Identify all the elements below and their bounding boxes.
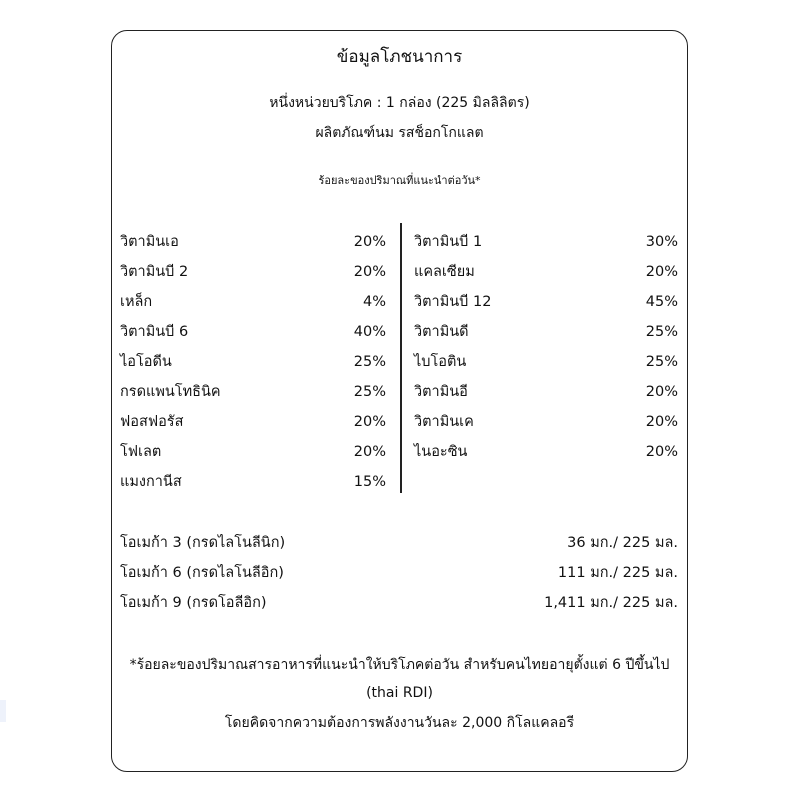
nutrient-name: วิตามินอี [414, 384, 468, 400]
nutrient-name: ฟอสฟอรัส [120, 414, 184, 430]
nutrient-value: 20% [645, 414, 678, 430]
nutrient-row [414, 437, 678, 467]
nutrient-name: วิตามินบี 1 [414, 234, 483, 250]
omega-name: โอเมก้า 3 (กรดไลโนลีนิก) [120, 535, 286, 551]
label-title: ข้อมูลโภชนาการ [336, 47, 463, 67]
nutrient-row [414, 347, 678, 377]
nutrient-row [120, 227, 386, 257]
omega-name: โอเมก้า 6 (กรดไลโนลีอิก) [120, 565, 284, 581]
nutrient-name: วิตามินบี 12 [414, 294, 492, 310]
nutrient-row [414, 377, 678, 407]
nutrient-row [414, 407, 678, 437]
omega-row [120, 558, 678, 588]
nutrient-value: 20% [353, 264, 386, 280]
column-divider [400, 223, 402, 493]
nutrient-name: โฟเลต [120, 444, 162, 460]
nutrient-name: กรดแพนโทธินิค [120, 384, 221, 400]
nutrient-row [414, 257, 678, 287]
nutrient-value: 20% [353, 234, 386, 250]
nutrient-row [120, 287, 386, 317]
nutrients-right-column [414, 227, 678, 467]
nutrient-value: 30% [645, 234, 678, 250]
nutrient-name: แคลเซียม [414, 264, 475, 280]
nutrient-value: 20% [353, 414, 386, 430]
edge-accent [0, 700, 6, 722]
rdi-footnote: *ร้อยละของปริมาณสารอาหารที่แนะนำให้บริโภคต่อวัน สำหรับคนไทยอายุตั้งแต่ 6 ปีขึ้นไป (thai RDI) [129, 657, 670, 701]
nutrient-row [414, 227, 678, 257]
nutrient-name: วิตามินบี 6 [120, 324, 189, 340]
nutrient-row [120, 437, 386, 467]
serving-size: หนึ่งหน่วยบริโภค : 1 กล่อง (225 มิลลิลิตร) [269, 95, 530, 111]
nutrient-row [120, 257, 386, 287]
nutrient-value: 20% [645, 384, 678, 400]
nutrient-name: วิตามินเอ [120, 234, 179, 250]
nutrient-value: 40% [353, 324, 386, 340]
nutrient-name: เหล็ก [120, 294, 153, 310]
nutrient-value: 25% [645, 324, 678, 340]
percent-daily-note: ร้อยละของปริมาณที่แนะนำต่อวัน* [318, 174, 481, 187]
omega-row [120, 528, 678, 558]
nutrient-name: ไบโอติน [414, 354, 467, 370]
nutrient-row [120, 467, 386, 497]
omega-value: 111 มก./ 225 มล. [557, 565, 678, 581]
omega-fatty-acids [120, 528, 678, 618]
nutrient-value: 20% [353, 444, 386, 460]
nutrients-left-column [120, 227, 386, 497]
nutrient-value: 20% [645, 264, 678, 280]
energy-basis-note: โดยคิดจากความต้องการพลังงานวันละ 2,000 กิโลแคลอรี [224, 715, 575, 731]
omega-value: 1,411 มก./ 225 มล. [544, 595, 678, 611]
omega-name: โอเมก้า 9 (กรดโอลีอิก) [120, 595, 267, 611]
nutrient-value: 25% [353, 354, 386, 370]
nutrient-value: 25% [353, 384, 386, 400]
nutrient-value: 15% [353, 474, 386, 490]
nutrient-row [414, 287, 678, 317]
nutrient-row [120, 347, 386, 377]
nutrition-label [111, 30, 688, 772]
nutrient-value: 25% [645, 354, 678, 370]
omega-value: 36 มก./ 225 มล. [567, 535, 678, 551]
nutrient-row [120, 377, 386, 407]
nutrient-value: 20% [645, 444, 678, 460]
nutrient-value: 4% [362, 294, 386, 310]
nutrient-value: 45% [645, 294, 678, 310]
nutrient-name: ไอโอดีน [120, 354, 172, 370]
nutrient-row [120, 317, 386, 347]
product-name: ผลิตภัณฑ์นม รสช็อกโกแลต [315, 125, 484, 141]
nutrient-name: แมงกานีส [120, 474, 182, 490]
nutrient-name: ไนอะซิน [414, 444, 468, 460]
nutrient-name: วิตามินเค [414, 414, 474, 430]
nutrient-name: วิตามินดี [414, 324, 469, 340]
nutrient-name: วิตามินบี 2 [120, 264, 189, 280]
nutrient-row [414, 317, 678, 347]
nutrient-row [120, 407, 386, 437]
omega-row [120, 588, 678, 618]
